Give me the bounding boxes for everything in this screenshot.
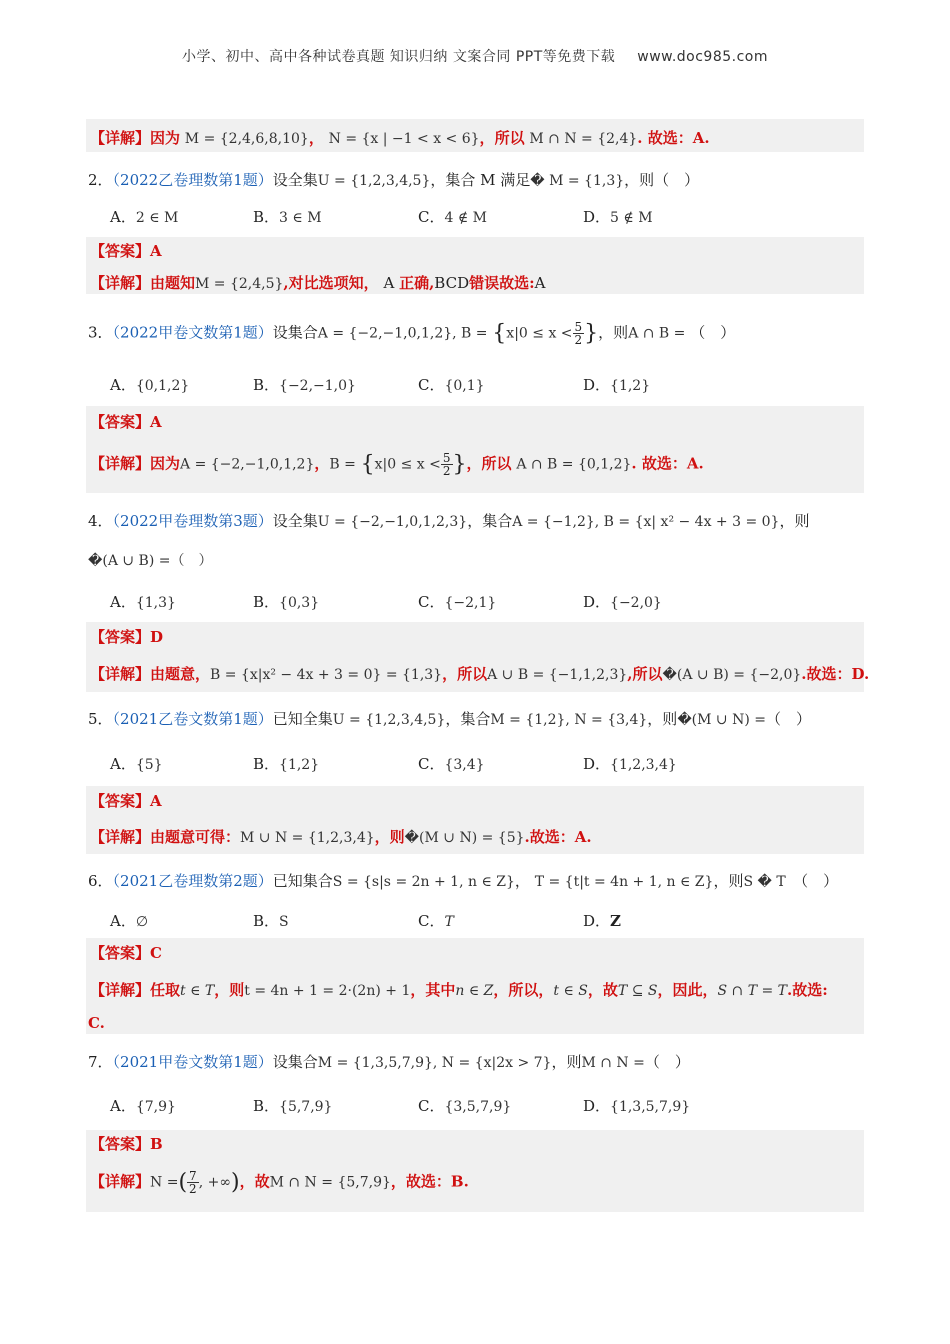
q4-answer: 【答案】D [90, 628, 164, 646]
q7-option-d: D．{1,3,5,7,9} [583, 1097, 691, 1115]
q6-option-a: A．∅ [110, 912, 149, 930]
question-6: 6．（2021乙卷理数第2题）已知集合S = {s|s = 2n + 1, n ∈ Z}， T = {t|t = 4n + 1, n ∈ Z}，则S � T （ ） [88, 872, 839, 890]
page-header [0, 46, 950, 66]
q7-option-c: C．{3,5,7,9} [418, 1097, 512, 1115]
q2-option-a: A．2 ∈ M [110, 208, 179, 226]
q5-answer: 【答案】A [90, 792, 162, 810]
q6-option-c: C．T [418, 912, 454, 930]
q6-answer: 【答案】C [90, 944, 162, 962]
q3-answer: 【答案】A [90, 413, 162, 431]
question-4-line2: �(A ∪ B) =（ ） [88, 553, 213, 569]
q4-option-c: C．{−2,1} [418, 593, 497, 611]
q6-explanation: 【详解】任取t ∈ T，则t = 4n + 1 = 2·(2n) + 1，其中n ∈ Z，所以，t ∈ S，故T ⊆ S，因此，S ∩ T = T.故选: [90, 981, 828, 999]
question-7: 7．（2021甲卷文数第1题）设集合M = {1,3,5,7,9}, N = {x|2x > 7}，则M ∩ N =（ ） [88, 1053, 690, 1071]
q5-option-b: B．{1,2} [253, 755, 320, 773]
q6-option-b: B．S [253, 912, 289, 930]
q6-explanation-cont: C. [88, 1014, 105, 1032]
q3-option-a: A．{0,1,2} [110, 376, 190, 394]
q4-option-d: D．{−2,0} [583, 593, 662, 611]
header-text: 小学、初中、高中各种试卷真题 知识归纳 文案合同 PPT等免费下载 [181, 49, 616, 65]
q3-option-b: B．{−2,−1,0} [253, 376, 356, 394]
q2-option-b: B．3 ∈ M [253, 208, 322, 226]
q4-explanation: 【详解】由题意，B = {x|x² − 4x + 3 = 0} = {1,3}，所以A ∪ B = {−1,1,2,3},所以�(A ∪ B) = {−2,0}.故选：D. [90, 665, 870, 683]
q6-option-d: D．Z [583, 912, 621, 930]
q2-answer: 【答案】A [90, 242, 162, 260]
question-4: 4．（2022甲卷理数第3题）设全集U = {−2,−1,0,1,2,3}，集合A = {−1,2}, B = {x| x² − 4x + 3 = 0}，则 [88, 512, 810, 530]
q2-option-c: C．4 ∉ M [418, 208, 487, 226]
q7-explanation: 【详解】N =( $\frac{7}{2}$ , +∞)，故M ∩ N = {5,7,9}，故选：B. [90, 1169, 469, 1196]
q1-explanation: 【详解】因为 M = {2,4,6,8,10}， N = {x | −1 < x < 6}，所以 M ∩ N = {2,4}. 故选：A. [90, 129, 710, 147]
q3-explanation: 【详解】因为A = {−2,−1,0,1,2}，B = {x|0 ≤ x < $\frac{5}{2}$ }，所以 A ∩ B = {0,1,2}. 故选：A. [90, 451, 704, 478]
q4-option-a: A．{1,3} [110, 593, 176, 611]
q4-option-b: B．{0,3} [253, 593, 320, 611]
q3-option-d: D．{1,2} [583, 376, 651, 394]
q5-option-c: C．{3,4} [418, 755, 485, 773]
q5-explanation: 【详解】由题意可得：M ∪ N = {1,2,3,4}，则�(M ∪ N) = {5}.故选：A. [90, 828, 592, 846]
q7-answer: 【答案】B [90, 1135, 163, 1153]
q3-answer-box [86, 406, 864, 493]
q5-option-a: A．{5} [110, 755, 163, 773]
q2-explanation: 【详解】由题知M = {2,4,5},对比选项知， A 正确,BCD错误故选:A [90, 274, 546, 292]
question-5: 5．（2021乙卷文数第1题）已知全集U = {1,2,3,4,5}，集合M = {1,2}, N = {3,4}，则�(M ∪ N) =（ ） [88, 710, 812, 728]
header-site: www.doc985.com [637, 49, 769, 65]
q5-option-d: D．{1,2,3,4} [583, 755, 677, 773]
q3-option-c: C．{0,1} [418, 376, 485, 394]
question-3: 3．（2022甲卷文数第1题）设集合A = {−2,−1,0,1,2}, B = {x|0 ≤ x < $\frac{5}{2}$ }，则A ∩ B = （ ） [88, 320, 736, 347]
q7-option-b: B．{5,7,9} [253, 1097, 333, 1115]
q7-option-a: A．{7,9} [110, 1097, 176, 1115]
question-2: 2．（2022乙卷理数第1题）设全集U = {1,2,3,4,5}，集合 M 满足� M = {1,3}，则（ ） [88, 171, 700, 189]
q2-option-d: D．5 ∉ M [583, 208, 653, 226]
